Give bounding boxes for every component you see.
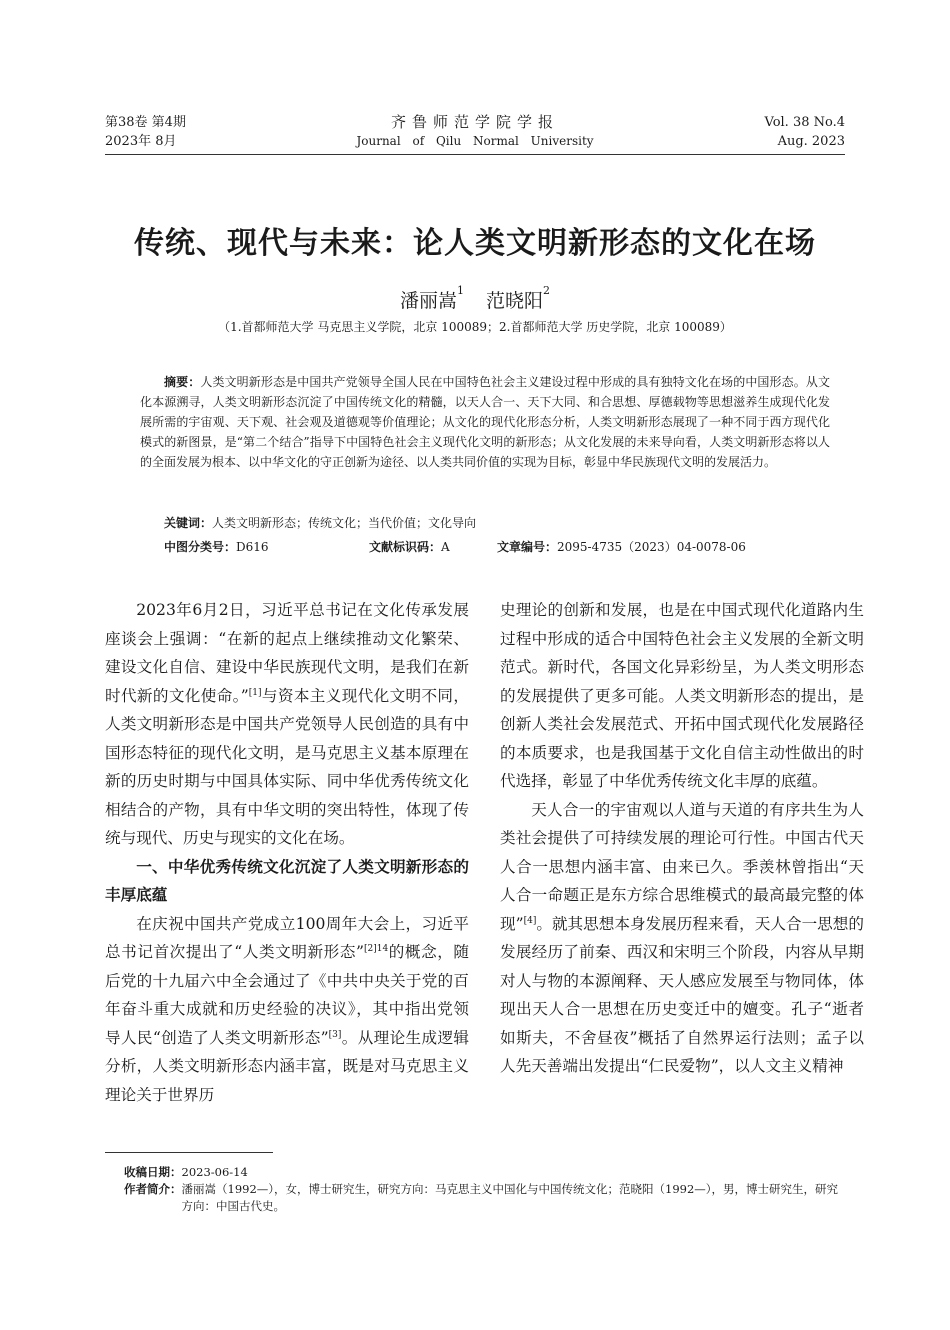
received-date [124, 1164, 844, 1181]
citation-ref: [4] [523, 915, 537, 926]
keywords-text: 人类文明新形态；传统文化；当代价值；文化导向 [212, 516, 477, 530]
section-heading: 一、中华优秀传统文化沉淀了人类文明新形态的丰厚底蕴 [105, 857, 469, 904]
journal-name [105, 113, 845, 151]
author-name: 范晓阳 [486, 290, 544, 312]
paragraph: 2023年6月2日，习近平总书记在文化传承发展座谈会上强调：“在新的起点上继续推动文化繁荣、建设文化自信、建设中华民族现代文明，是我们在新时代新的文化使命。”[1]与资本主义现代化文明不同，人类文明新形态是中国共产党领导人民创造的具有中国形态特征的现代化文明，是马克思主义基本原理在新的历史时期与中国具体实际、同中华优秀传统文化相结合的产物，具有中华文明的突出特性，体现了传统与现代、历史与现实的文化在场。 [105, 601, 469, 847]
clc-value: D616 [236, 540, 269, 554]
date-en-line: Aug. 2023 [777, 134, 845, 149]
footnotes [124, 1164, 844, 1215]
journal-header [105, 113, 845, 153]
volume-issue-en-line: Vol. 38 No.4 [764, 115, 845, 130]
doc-code [369, 538, 450, 555]
citation-ref: [2]14 [363, 944, 389, 954]
header-divider [105, 154, 845, 155]
abstract [140, 372, 830, 472]
received-label: 收稿日期： [124, 1165, 182, 1179]
authors [0, 286, 950, 313]
volume-issue-en [765, 113, 846, 151]
author-name: 潘丽嵩 [399, 290, 457, 312]
paragraph: 在庆祝中国共产党成立100周年大会上，习近平总书记首次提出了“人类文明新形态”$^{[2]14}$的概念，随后党的十九届六中全会通过了《中共中央关于党的百年奋斗重大成就和历史经验的决议》，其中指出党领导人民“创造了人类文明新形态”[3]。从理论生成逻辑分析，人类文明新形态内涵丰富，既是对马克思主义理论关于世界历 [105, 914, 469, 1104]
doc-code-label: 文献标识码： [369, 540, 442, 554]
abstract-label: 摘要： [164, 375, 201, 389]
citation-ref: [1] [248, 687, 262, 698]
abstract-text: 人类文明新形态是中国共产党领导全国人民在中国特色社会主义建设过程中形成的具有独特文化在场的中国形态。从文化本源溯寻，人类文明新形态沉淀了中国传统文化的精髓，以天人合一、天下大同、和合思想、厚德载物等思想滋养生成现代化发展所需的宇宙观、天下观、社会观及道德观等价值理论；从文化的现代化形态分析，人类文明新形态展现了一种不同于西方现代化模式的新图景，是“第二个结合”指导下中国特色社会主义现代化文明的新形态；从文化发展的未来导向看，人类文明新形态将以人的全面发展为根本、以中华文化的守正创新为途径、以人类共同价值的实现为目标，彰显中华民族现代文明的发展活力。 [140, 375, 830, 469]
citation-ref: [3] [328, 1029, 342, 1040]
article-number [497, 538, 746, 555]
author-affil-mark: 1 [457, 284, 464, 297]
paragraph-continued: 史理论的创新和发展，也是在中国式现代化道路内生过程中形成的适合中国特色社会主义发展的全新文明范式。新时代，各国文化异彩纷呈，为人类文明形态的发展提供了更多可能。人类文明新形态的提出，是创新人类社会发展范式、开拓中国式现代化发展路径的本质要求，也是我国基于文化自信主动性做出的时代选择，彰显了中华优秀传统文化丰厚的底蕴。 [500, 601, 864, 790]
article-title: 传统、现代与未来：论人类文明新形态的文化在场 [134, 226, 816, 261]
volume-issue-line: 第38卷 第4期 [105, 115, 186, 130]
author-affil-mark: 2 [543, 284, 551, 297]
date-line: 2023年 8月 [105, 134, 177, 149]
journal-name-cn: 齐鲁师范学院学报 [390, 113, 559, 131]
author-bio [124, 1181, 844, 1215]
affiliation: （1.首都师范大学 马克思主义学院，北京 100089；2.首都师范大学 历史学院，北京 100089） [218, 320, 732, 334]
bio-label: 作者简介： [124, 1182, 182, 1196]
body-column-left [105, 596, 469, 1109]
clc [164, 538, 269, 555]
article-number-value: 2095-4735（2023）04-0078-06 [557, 540, 746, 554]
paragraph: 天人合一的宇宙观以人道与天道的有序共生为人类社会提供了可持续发展的理论可行性。中国古代天人合一思想内涵丰富、由来已久。季羡林曾指出“天人合一命题正是东方综合思维模式的最高最完整的体现”[4]。就其思想本身发展历程来看，天人合一思想的发展经历了前秦、西汉和宋明三个阶段，内容从早期对人与物的本源阐释、天人感应发展至与物同体，体现出天人合一思想在历史变迁中的嬗变。孔子“逝者如斯夫，不舍昼夜”概括了自然界运行法则；孟子以人先天善端出发提出“仁民爱物”，以人文主义精神 [500, 800, 864, 1075]
keywords [164, 514, 476, 531]
article-number-label: 文章编号： [497, 540, 558, 554]
received-value: 2023-06-14 [181, 1165, 248, 1179]
journal-name-en: Journal of Qilu Normal University [356, 134, 594, 148]
clc-label: 中图分类号： [164, 540, 237, 554]
bio-text: 潘丽嵩（1992—），女，博士研究生，研究方向：马克思主义中国化与中国传统文化；范晓阳（1992—），男，博士研究生，研究方向：中国古代史。 [181, 1182, 839, 1213]
keywords-label: 关键词： [164, 516, 213, 530]
body-column-right [500, 596, 864, 1081]
footnote-divider [105, 1152, 273, 1153]
doc-code-value: A [441, 540, 450, 554]
